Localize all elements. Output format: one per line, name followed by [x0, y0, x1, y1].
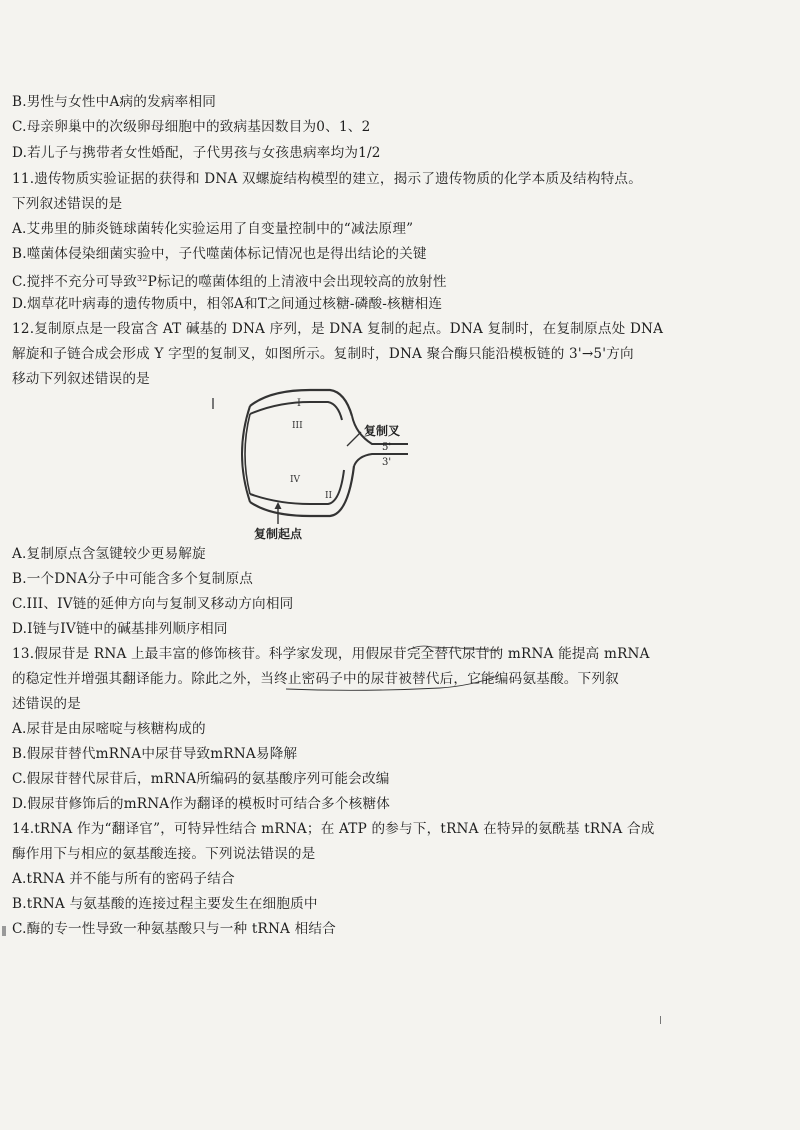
option-12c: C.III、IV链的延伸方向与复制叉移动方向相同: [12, 596, 294, 612]
replication-fork-diagram: [230, 388, 470, 540]
option-12b: B.一个DNA分子中可能含多个复制原点: [12, 571, 254, 587]
option-12d: D.I链与IV链中的碱基排列顺序相同: [12, 621, 228, 637]
option-13d: D.假尿苷修饰后的mRNA作为翻译的模板时可结合多个核糖体: [12, 796, 391, 812]
question-13-stem-end: 述错误的是: [12, 696, 81, 712]
option-12a: A.复制原点含氢键较少更易解旋: [12, 546, 206, 562]
question-13-stem: 13.假尿苷是 RNA 上最丰富的修饰核苷。科学家发现，用假尿苷完全替代尿苷的 mRNA 能提高 mRNA: [12, 646, 650, 662]
isotope-mass-number: 32: [137, 274, 148, 283]
option-10d: D.若儿子与携带者女性婚配，子代男孩与女孩患病率均为1/2: [12, 145, 381, 161]
option-11a: A.艾弗里的肺炎链球菌转化实验运用了自变量控制中的“减法原理”: [12, 221, 414, 237]
option-10c: C.母亲卵巢中的次级卵母细胞中的致病基因数目为0、1、2: [12, 119, 371, 135]
option-10b: B.男性与女性中A病的发病率相同: [12, 94, 217, 110]
question-12-stem: 12.复制原点是一段富含 AT 碱基的 DNA 序列，是 DNA 复制的起点。DNA 复制时，在复制原点处 DNA: [12, 321, 664, 337]
question-13-stem-cont: 的稳定性并增强其翻译能力。除此之外，当终止密码子中的尿苷被替代后，它能编码氨基酸。下列叙: [12, 671, 619, 687]
scan-speck: [660, 1016, 661, 1024]
option-14a: A.tRNA 并不能与所有的密码子结合: [12, 871, 235, 887]
question-12-stem-end: 移动下列叙述错误的是: [12, 371, 150, 387]
option-13c: C.假尿苷替代尿苷后，mRNA所编码的氨基酸序列可能会改编: [12, 771, 390, 787]
replication-origin-label: 复制起点: [254, 527, 303, 540]
option-11c-part2: P标记的噬菌体组的上清液中会出现较高的放射性: [147, 274, 447, 290]
scan-speck: [212, 398, 214, 409]
strand-label-ii: II: [325, 491, 333, 501]
question-11-stem-cont: 下列叙述错误的是: [12, 196, 123, 212]
strand-label-i: I: [297, 398, 301, 409]
option-11c-part1: C.搅拌不充分可导致: [12, 274, 137, 290]
question-12-stem-cont: 解旋和子链合成会形成 Y 字型的复制叉，如图所示。复制时，DNA 聚合酶只能沿模板链的 3'→5'方向: [12, 346, 634, 362]
scan-speck: [2, 926, 6, 936]
question-14-stem-cont: 酶作用下与相应的氨基酸连接。下列说法错误的是: [12, 846, 316, 862]
option-14b: B.tRNA 与氨基酸的连接过程主要发生在细胞质中: [12, 896, 318, 912]
option-14c: C.酶的专一性导致一种氨基酸只与一种 tRNA 相结合: [12, 921, 336, 937]
strand-label-iii: III: [292, 421, 303, 431]
five-prime-label: 5': [382, 442, 392, 453]
question-11-stem: 11.遗传物质实验证据的获得和 DNA 双螺旋结构模型的建立，揭示了遗传物质的化学本质及结构特点。: [12, 171, 643, 187]
option-13b: B.假尿苷替代mRNA中尿苷导致mRNA易降解: [12, 746, 298, 762]
strand-label-iv: IV: [290, 475, 301, 485]
option-13a: A.尿苷是由尿嘧啶与核糖构成的: [12, 721, 206, 737]
option-11b: B.噬菌体侵染细菌实验中，子代噬菌体标记情况也是得出结论的关键: [12, 246, 427, 262]
option-11d: D.烟草花叶病毒的遗传物质中，相邻A和T之间通过核糖-磷酸-核糖相连: [12, 296, 443, 312]
replication-fork-label: 复制叉: [364, 424, 401, 438]
three-prime-label: 3': [382, 457, 392, 468]
option-11c: [12, 270, 447, 291]
question-14-stem: 14.tRNA 作为“翻译官”，可特异性结合 mRNA；在 ATP 的参与下，tRNA 在特异的氨酰基 tRNA 合成: [12, 821, 655, 837]
